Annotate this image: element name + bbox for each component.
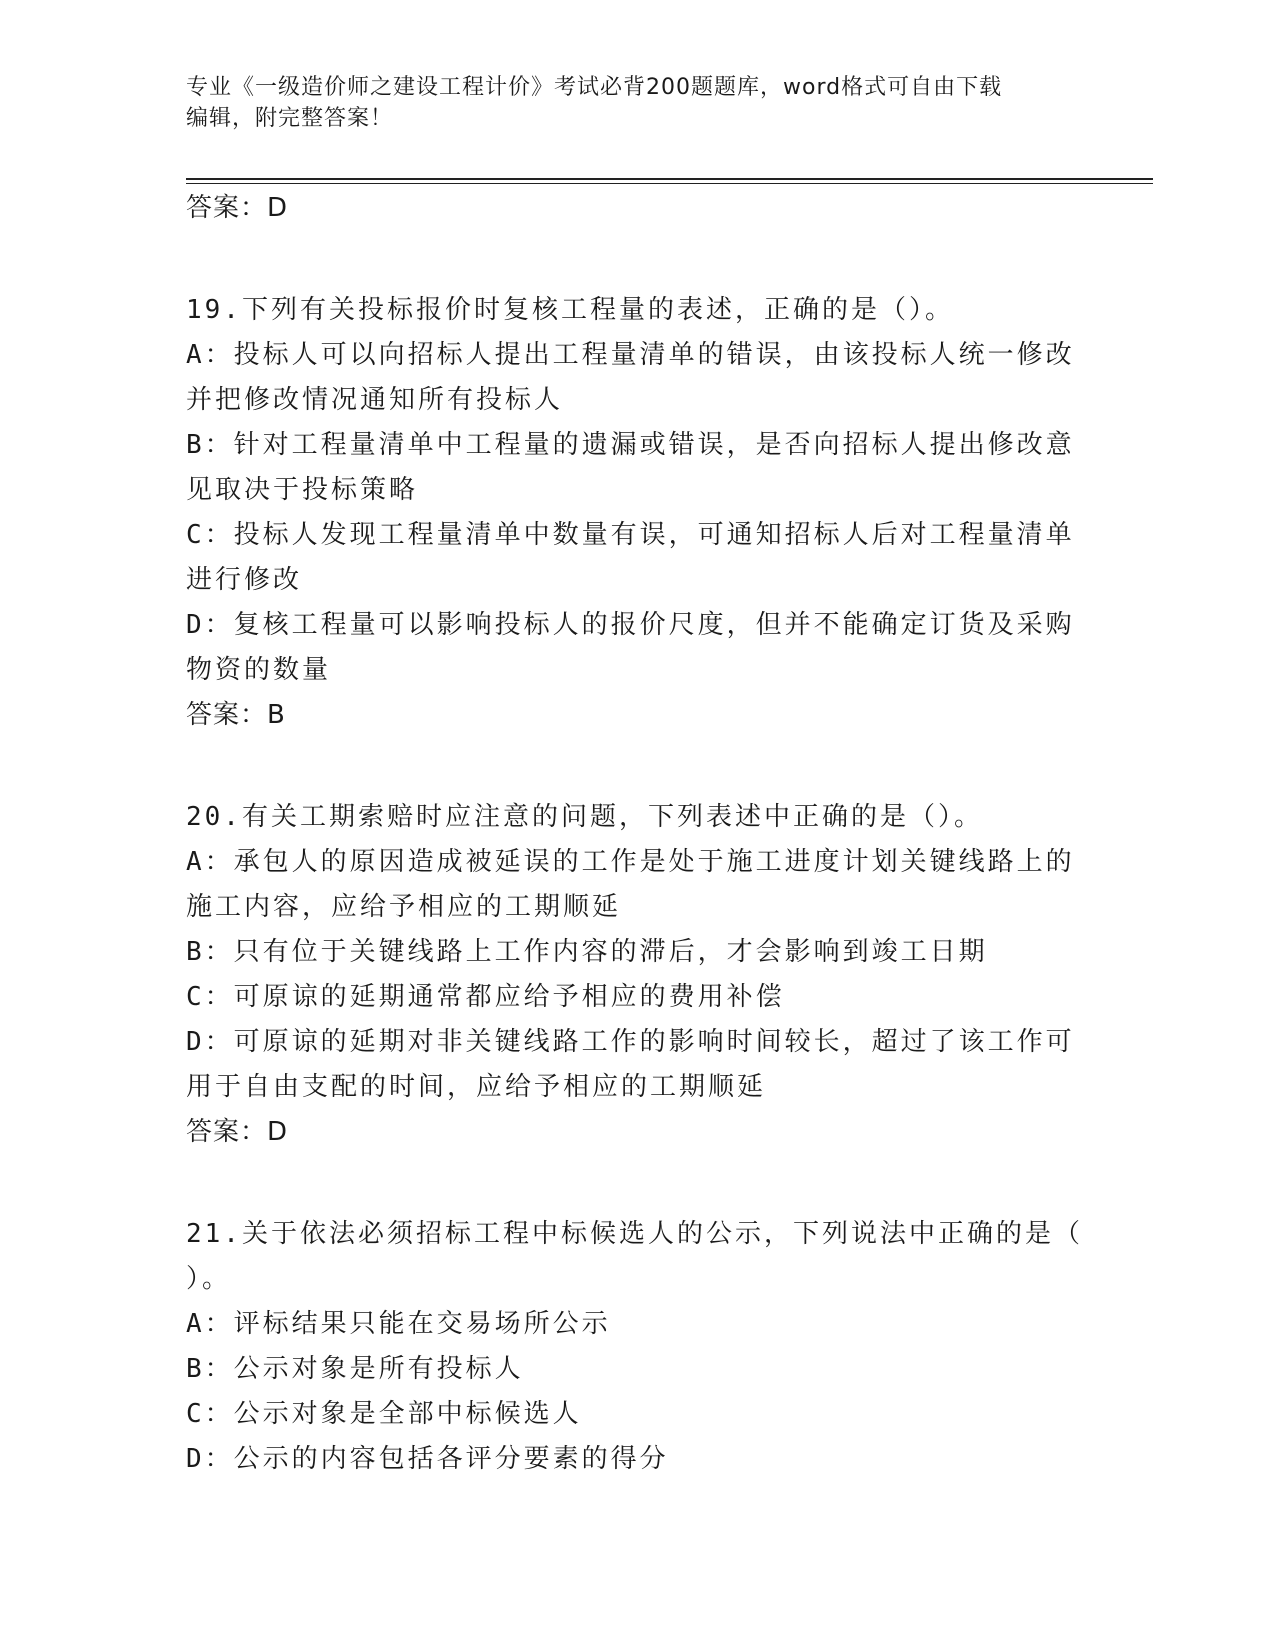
- option-d-line-1: D：可原谅的延期对非关键线路工作的影响时间较长，超过了该工作可: [186, 1027, 1075, 1057]
- question-block: [186, 1212, 1086, 1482]
- option-d-line-1: D：公示的内容包括各评分要素的得分: [186, 1444, 669, 1474]
- header-line-1: 专业《一级造价师之建设工程计价》考试必背200题题库，word格式可自由下载: [186, 75, 1003, 100]
- question-content: [186, 191, 1086, 1482]
- spacer: [186, 732, 1086, 795]
- question-stem-line-2: ）。: [186, 1264, 232, 1294]
- option-b-line-1: B：只有位于关键线路上工作内容的滞后，才会影响到竣工日期: [186, 937, 988, 967]
- header-line-2: 编辑，附完整答案！: [186, 106, 394, 131]
- question-block: [186, 795, 1086, 1149]
- answer-text: 答案：D: [186, 1117, 289, 1147]
- option-d-line-1: D：复核工程量可以影响投标人的报价尺度，但并不能确定订货及采购: [186, 610, 1075, 640]
- answer-text: 答案：B: [186, 700, 286, 730]
- option-c-line-1: C：可原谅的延期通常都应给予相应的费用补偿: [186, 982, 785, 1012]
- header-rule-thick: [186, 178, 1153, 180]
- option-a-line-2: 施工内容，应给予相应的工期顺延: [186, 892, 622, 922]
- option-a-line-1: A：投标人可以向招标人提出工程量清单的错误，由该投标人统一修改: [186, 340, 1075, 370]
- option-d-line-2: 物资的数量: [186, 655, 332, 685]
- option-a-line-1: A：承包人的原因造成被延误的工作是处于施工进度计划关键线路上的: [186, 847, 1075, 877]
- document-header: [186, 72, 1086, 134]
- option-a-line-2: 并把修改情况通知所有投标人: [186, 385, 564, 415]
- option-a-line-1: A：评标结果只能在交易场所公示: [186, 1309, 611, 1339]
- spacer: [186, 1149, 1086, 1212]
- header-rule-thin: [186, 183, 1153, 184]
- question-stem: 20.有关工期索赔时应注意的问题，下列表述中正确的是（）。: [186, 802, 983, 832]
- question-block: [186, 288, 1086, 732]
- question-stem: 19.下列有关投标报价时复核工程量的表述，正确的是（）。: [186, 295, 954, 325]
- question-stem-line-1: 21.关于依法必须招标工程中标候选人的公示，下列说法中正确的是（: [186, 1219, 1083, 1249]
- answer-text: 答案：D: [186, 193, 289, 223]
- option-b-line-2: 见取决于投标策略: [186, 475, 419, 505]
- option-b-line-1: B：针对工程量清单中工程量的遗漏或错误，是否向招标人提出修改意: [186, 430, 1075, 460]
- option-c-line-2: 进行修改: [186, 565, 303, 595]
- option-c-line-1: C：投标人发现工程量清单中数量有误，可通知招标人后对工程量清单: [186, 520, 1075, 550]
- option-c-line-1: C：公示对象是全部中标候选人: [186, 1399, 582, 1429]
- option-d-line-2: 用于自由支配的时间，应给予相应的工期顺延: [186, 1072, 767, 1102]
- option-b-line-1: B：公示对象是所有投标人: [186, 1354, 524, 1384]
- spacer: [186, 225, 1086, 288]
